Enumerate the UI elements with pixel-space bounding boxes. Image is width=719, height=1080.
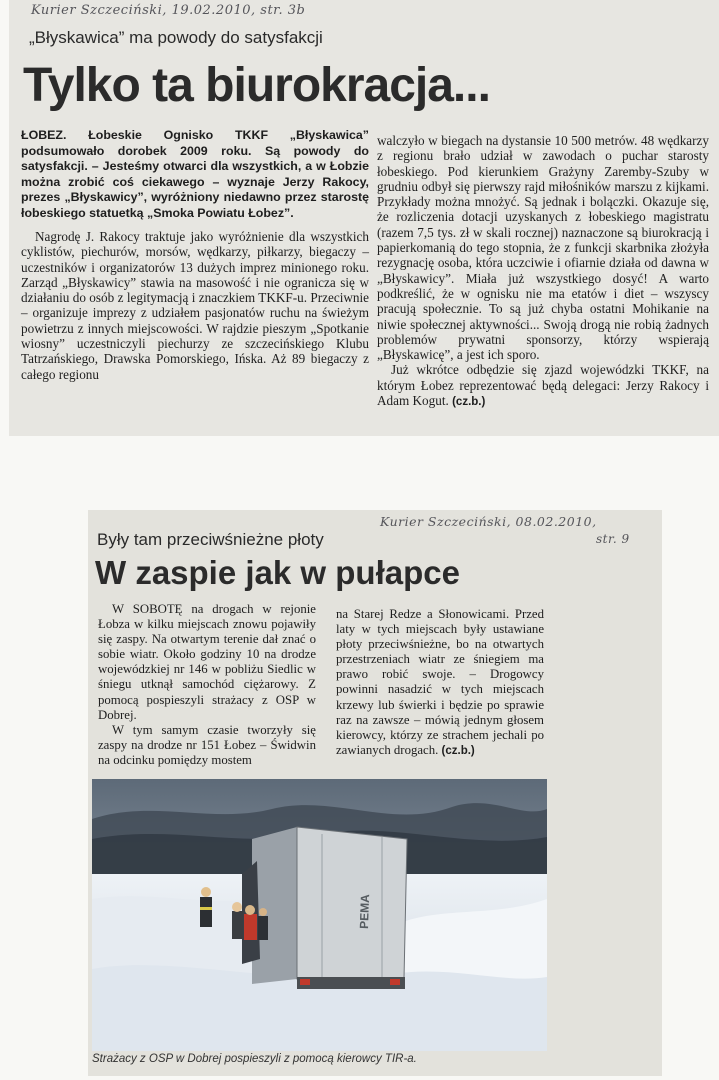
article-paragraph-text: na Starej Redze a Słonowicami. Przed laty w tych miejscach były ustawiane płoty przeciwśnieżne, bo na otwartych przestrzeniach wiatr ze śniegiem ma prawo robić swoje. – Drogowcy powinni nasadzić w tych miejscach krzewy lub świerki i będzie po sprawie raz na zawsze – mówią jednym głosem kierowcy, którzy ze strachem jechali po zawianych drogach. — [336, 607, 544, 757]
photo-illustration — [92, 779, 547, 1051]
handwritten-source-note: Kurier Szczeciński, 19.02.2010, str. 3b — [31, 3, 306, 18]
article-kicker: Były tam przeciwśnieżne płoty — [97, 530, 324, 549]
article-paragraph: Nagrodę J. Rakocy traktuje jako wyróżnienie dla wszystkich cyklistów, piechurów, morsów, wędkarzy, piłkarzy, biegaczy – uczestników i organizatorów 13 dużych imprez minionego roku. Zarząd „Błyskawicy” stawia na masowość i nie ogranicza się w działaniu do osób z legitymacją i znaczkiem TKKF-u. Przeciwnie – organizuje imprezy z udziałem pasjonatów ruchu na świeżym powietrzu z innych miejscowości. W rajdzie pieszym „Spotkanie wiosny” uczestniczyli piechurzy ze szczecińskiego Klubu Tatrzańskiego, Drawska Pomorskiego, Ińska. Aż 89 biegaczy z całego regionu — [21, 229, 369, 382]
article-column-right — [336, 607, 544, 759]
author-signature: (cz.b.) — [452, 396, 486, 409]
article-paragraph-final — [336, 607, 544, 759]
article-column-left — [98, 602, 316, 768]
article-column-left — [21, 128, 369, 382]
photo-caption: Strażacy z OSP w Dobrej pospieszyli z pomocą kierowcy TIR-a. — [92, 1053, 417, 1065]
article-lead: ŁOBEZ. Łobeskie Ognisko TKKF „Błyskawica” podsumowało dorobek 2009 roku. Są powody do satysfakcji. – Jesteśmy otwarci dla wszystkich, a w Łobzie można zrobić coś ciekawego – wyznaje Jerzy Rakocy, prezes „Błyskawicy”, wyróżniony niedawno przez starostę łobeskiego statuetką „Smoka Powiatu Łobez”. — [21, 128, 369, 220]
article-clipping-snowdrift — [88, 510, 662, 1076]
article-kicker: „Błyskawica” ma powody do satysfakcji — [29, 28, 323, 47]
article-paragraph: walczyło w biegach na dystansie 10 500 metrów. 48 wędkarzy z regionu brało udział w zawodach o puchar starosty łobeskiego. Pod kierunkiem Grażyny Zaremby-Szuby w grudniu odbył się pierwszy rajd miłośników marszu z kijkami. Przykłady można mnożyć. Są jednak i bolączki. Okazuje się, że rozliczenia dotacji uzyskanych z łobeskiego magistratu (razem 7,5 tys. zł w skali rocznej) naznaczone są biurokracją i papierkomanią do tego stopnia, że z funkcji skarbnika złożyła rezygnację osoba, która uczciwie i ofiarnie działa od dawna w „Błyskawicy”. Miała już wszystkiego dosyć! A warto podkreślić, że w ognisku nie ma etatów i diet – wszyscy pracują społecznie. To są już chyba ostatni Mohikanie na niwie społecznej aktywności... Swoją drogą nie robią żadnych problemów prywatni sponsorzy, którzy wspierają „Błyskawicę”, a jest ich sporo. — [377, 133, 709, 363]
author-signature: (cz.b.) — [441, 744, 475, 757]
handwritten-page-note: str. 9 — [596, 532, 630, 546]
article-paragraph-final — [377, 362, 709, 410]
article-headline: W zaspie jak w pułapce — [95, 554, 460, 591]
truck — [242, 827, 407, 989]
article-clipping-tkkf — [9, 0, 719, 436]
news-photo-truck-in-snow — [92, 779, 547, 1051]
article-paragraph: W SOBOTĘ na drogach w rejonie Łobza w kilku miejscach znowu pojawiły się zaspy. Na otwartym terenie dał znać o sobie wiatr. Około godziny 10 na drodze wojewódzkiej nr 146 w pobliżu Siedlic w śniegu utknął samochód ciężarowy. Z pomocą pospieszyli strażacy z OSP w Dobrej. — [98, 602, 316, 722]
article-headline: Tylko ta biurokracja... — [23, 59, 490, 112]
truck-lettering: PEMA — [357, 893, 373, 930]
article-column-right — [377, 133, 709, 410]
article-paragraph-text: Już wkrótce odbędzie się zjazd wojewódzki TKKF, na którym Łobez reprezentować będą delegaci: Jerzy Rakocy i Adam Kogut. — [377, 362, 709, 409]
handwritten-source-note: Kurier Szczeciński, 08.02.2010, — [380, 514, 597, 529]
article-paragraph: W tym samym czasie tworzyły się zaspy na drodze nr 151 Łobez – Świdwin na odcinku pomiędzy mostem — [98, 722, 316, 767]
